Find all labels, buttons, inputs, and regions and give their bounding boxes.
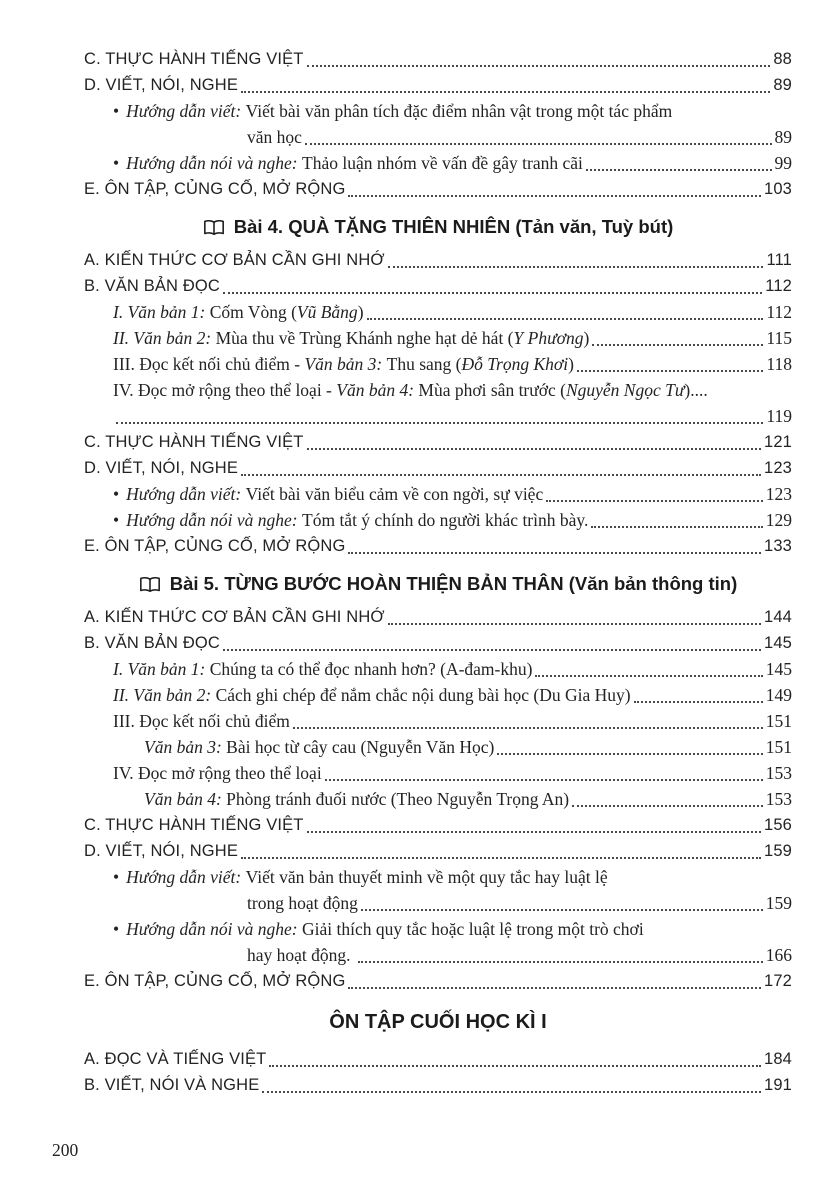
- toc-entry: [84, 890, 792, 916]
- toc-entry: [84, 429, 792, 455]
- page-number: 88: [773, 50, 792, 68]
- dot-leader: [358, 961, 763, 963]
- bullet-icon: •: [113, 101, 120, 121]
- book-icon: [203, 219, 225, 236]
- entry-text: (Tản văn, Tuỳ bút): [510, 216, 674, 237]
- entry-text: Đỗ Trọng Khơi: [461, 354, 569, 374]
- page-number: 115: [766, 328, 792, 348]
- toc-entry: [84, 838, 792, 864]
- toc-entry: [84, 682, 792, 708]
- entry-text: Văn bản 3:: [144, 737, 222, 757]
- entry-text: Y Phương: [513, 328, 584, 348]
- entry-text: Cách ghi chép để nắm chắc nội dung bài học (Du Gia Huy): [211, 685, 631, 705]
- page-number: 159: [764, 842, 792, 860]
- page-number: 145: [764, 634, 792, 652]
- entry-text: C. THỰC HÀNH TIẾNG VIỆT: [84, 433, 304, 451]
- entry-text: Viết bài văn phân tích đặc điểm nhân vật trong một tác phẩm: [241, 101, 673, 121]
- dot-leader: [634, 701, 763, 703]
- toc-entry: [84, 864, 792, 890]
- entry-text: E. ÔN TẬP, CỦNG CỐ, MỞ RỘNG: [84, 180, 346, 198]
- folio-page-number: 200: [52, 1140, 79, 1160]
- entry-text: C. THỰC HÀNH TIẾNG VIỆT: [84, 816, 304, 834]
- chapter-heading: [84, 213, 792, 240]
- chapter-heading: [84, 570, 792, 597]
- toc-entry: [84, 656, 792, 682]
- dot-leader: [497, 753, 762, 755]
- page-number: 119: [766, 406, 792, 426]
- entry-text: Bài 4. QUÀ TẶNG THIÊN NHIÊN: [233, 216, 511, 237]
- entry-text: ): [568, 354, 574, 374]
- page-number: 191: [764, 1076, 792, 1094]
- toc-entry: [84, 812, 792, 838]
- toc-entry: [84, 273, 792, 299]
- entry-text: Nguyễn Ngọc Tư: [565, 380, 685, 400]
- page-number: 144: [764, 608, 792, 626]
- entry-text: E. ÔN TẬP, CỦNG CỐ, MỞ RỘNG: [84, 537, 346, 555]
- entry-text: Hướng dẫn nói và nghe:: [126, 510, 298, 530]
- page-number: 156: [764, 816, 792, 834]
- heading-text: [170, 570, 738, 597]
- entry-text: C. THỰC HÀNH TIẾNG VIỆT: [84, 50, 304, 68]
- toc-entry: [84, 708, 792, 734]
- toc-entry: [84, 351, 792, 377]
- dot-leader: [223, 649, 761, 651]
- toc-entry: [84, 481, 792, 507]
- toc-entry: [84, 377, 792, 403]
- page-number: 112: [766, 302, 792, 322]
- dot-leader: [307, 831, 761, 833]
- entry-text: Bài học từ cây cau (Nguyễn Văn Học): [221, 737, 495, 757]
- entry-text: IV. Đọc mở rộng theo thể loại: [113, 763, 322, 783]
- entry-text: Bài 5. TỪNG BƯỚC HOÀN THIỆN BẢN THÂN: [169, 573, 564, 594]
- page-number: 133: [764, 537, 792, 555]
- entry-text: Viết văn bản thuyết minh về một quy tắc hay luật lệ: [241, 867, 608, 887]
- page-number: 159: [765, 893, 792, 913]
- page-number: 112: [765, 277, 792, 295]
- entry-text: A. ĐỌC VÀ TIẾNG VIỆT: [84, 1050, 267, 1068]
- bullet-icon: •: [113, 867, 120, 887]
- toc-entry: [84, 1072, 792, 1098]
- toc-entry: [84, 247, 792, 273]
- page-number: 151: [765, 711, 792, 731]
- toc-entry: [84, 1046, 792, 1072]
- page-number: 123: [765, 484, 792, 504]
- entry-text: Thảo luận nhóm về vấn đề gây tranh cãi: [297, 153, 583, 173]
- toc-entry: [84, 507, 792, 533]
- entry-text: Mùa phơi sân trước (: [414, 380, 566, 400]
- entry-text: D. VIẾT, NÓI, NGHE: [84, 842, 238, 860]
- dot-leader: [591, 526, 762, 528]
- entry-text: Văn bản 4:: [144, 789, 222, 809]
- entry-text: Hướng dẫn viết:: [126, 101, 242, 121]
- dot-leader: [592, 344, 763, 346]
- page-number: 89: [773, 76, 792, 94]
- entry-text: Mùa thu về Trùng Khánh nghe hạt dẻ hát (: [211, 328, 514, 348]
- toc-entry: [84, 325, 792, 351]
- page-number: 121: [764, 433, 792, 451]
- page-number: 153: [765, 763, 792, 783]
- book-icon: [139, 576, 161, 593]
- dot-leader: [348, 987, 761, 989]
- entry-text: Thu sang (: [382, 354, 462, 374]
- toc-entry: [84, 942, 792, 968]
- toc-entry: [84, 916, 792, 942]
- toc-entry: [84, 403, 792, 429]
- entry-text: III. Đọc kết nối chủ điểm: [113, 711, 290, 731]
- bullet-icon: •: [113, 484, 120, 504]
- entry-text: B. VIẾT, NÓI VÀ NGHE: [84, 1076, 260, 1094]
- dot-leader: [307, 65, 771, 67]
- dot-leader: [241, 857, 761, 859]
- toc-entry: [84, 124, 792, 150]
- dot-leader: [325, 779, 763, 781]
- toc-entry: [84, 734, 792, 760]
- dot-leader: [367, 318, 764, 320]
- dot-leader: [293, 727, 763, 729]
- bullet-icon: •: [113, 510, 120, 530]
- dot-leader: [388, 623, 761, 625]
- entry-text: ÔN TẬP CUỐI HỌC KÌ I: [329, 1011, 547, 1033]
- entry-text: A. KIẾN THỨC CƠ BẢN CẦN GHI NHỚ: [84, 251, 385, 269]
- entry-text: (Văn bản thông tin): [563, 573, 738, 594]
- entry-text: I. Văn bản 1:: [113, 302, 206, 322]
- entry-text: III. Đọc kết nối chủ điểm -: [113, 354, 305, 374]
- dot-leader: [586, 169, 772, 171]
- dot-leader: [305, 143, 772, 145]
- dot-leader: [241, 474, 761, 476]
- dot-leader: [262, 1091, 761, 1093]
- toc-entry: [84, 604, 792, 630]
- entry-text: Hướng dẫn viết:: [126, 484, 242, 504]
- toc-entry: [84, 630, 792, 656]
- page-number: 166: [765, 945, 792, 965]
- entry-text: Văn bản 3:: [304, 354, 383, 374]
- entry-text: I. Văn bản 1:: [113, 659, 206, 679]
- dot-leader: [223, 292, 762, 294]
- toc-entry: [84, 72, 792, 98]
- entry-text: ): [583, 328, 590, 348]
- entry-text: Cốm Vòng (: [205, 302, 297, 322]
- section-heading: [84, 1009, 792, 1036]
- toc-entry: [84, 760, 792, 786]
- page-number: 151: [765, 737, 792, 757]
- bullet-icon: •: [113, 153, 120, 173]
- dot-leader: [546, 500, 763, 502]
- page-number: 149: [765, 685, 792, 705]
- page-number: 123: [764, 459, 792, 477]
- page-number: 145: [765, 659, 792, 679]
- entry-text: IV. Đọc mở rộng theo thể loại -: [113, 380, 337, 400]
- entry-text: Vũ Bằng: [296, 302, 358, 322]
- toc-entry: [84, 455, 792, 481]
- entry-text: Hướng dẫn nói và nghe:: [126, 919, 298, 939]
- bullet-icon: •: [113, 919, 120, 939]
- page-number: 153: [765, 789, 792, 809]
- dot-leader: [572, 805, 763, 807]
- dot-leader: [577, 370, 763, 372]
- entry-text: Tóm tắt ý chính do người khác trình bày.: [297, 510, 589, 530]
- entry-text: D. VIẾT, NÓI, NGHE: [84, 76, 238, 94]
- entry-text: ): [357, 302, 364, 322]
- dot-leader: [116, 422, 763, 424]
- heading-text: [234, 213, 674, 240]
- page-number: 111: [766, 251, 792, 269]
- entry-text: B. VĂN BẢN ĐỌC: [84, 634, 220, 652]
- entry-text: hay hoạt động.: [247, 945, 355, 965]
- toc-entry: [84, 968, 792, 994]
- page-number: 172: [764, 972, 792, 990]
- entry-text: văn học: [247, 127, 302, 147]
- entry-text: )....: [684, 380, 708, 400]
- entry-text: Hướng dẫn viết:: [126, 867, 242, 887]
- dot-leader: [535, 675, 762, 677]
- entry-text: B. VĂN BẢN ĐỌC: [84, 277, 220, 295]
- dot-leader: [241, 91, 770, 93]
- entry-text: II. Văn bản 2:: [113, 685, 212, 705]
- dot-leader: [388, 266, 764, 268]
- dot-leader: [348, 195, 761, 197]
- dot-leader: [269, 1065, 761, 1067]
- toc-entry: [84, 299, 792, 325]
- toc-entry: [84, 46, 792, 72]
- entry-text: Phòng tránh đuối nước (Theo Nguyễn Trọng An): [221, 789, 570, 809]
- entry-text: Văn bản 4:: [336, 380, 415, 400]
- dot-leader: [361, 909, 763, 911]
- page-number: 103: [764, 180, 792, 198]
- page-number: 129: [765, 510, 792, 530]
- entry-text: Chúng ta có thể đọc nhanh hơn? (A-đam-khu): [205, 659, 533, 679]
- entry-text: trong hoạt động: [247, 893, 358, 913]
- entry-text: II. Văn bản 2:: [113, 328, 212, 348]
- entry-text: Hướng dẫn nói và nghe:: [126, 153, 298, 173]
- page-number: 99: [774, 153, 792, 173]
- entry-text: D. VIẾT, NÓI, NGHE: [84, 459, 238, 477]
- page-number: 184: [764, 1050, 792, 1068]
- toc-entry: [84, 150, 792, 176]
- toc-entry: [84, 533, 792, 559]
- toc-entry: [84, 176, 792, 202]
- entry-text: E. ÔN TẬP, CỦNG CỐ, MỞ RỘNG: [84, 972, 346, 990]
- dot-leader: [307, 448, 761, 450]
- entry-text: Viết bài văn biểu cảm về con ngời, sự việc: [241, 484, 544, 504]
- page-number: 118: [766, 354, 792, 374]
- dot-leader: [348, 552, 761, 554]
- toc-entry: [84, 786, 792, 812]
- entry-text: Giải thích quy tắc hoặc luật lệ trong một trò chơi: [297, 919, 644, 939]
- heading-text: [329, 1009, 546, 1036]
- page-number: 89: [774, 127, 792, 147]
- toc-entry: [84, 98, 792, 124]
- entry-text: A. KIẾN THỨC CƠ BẢN CẦN GHI NHỚ: [84, 608, 385, 626]
- toc-list: [84, 46, 792, 1098]
